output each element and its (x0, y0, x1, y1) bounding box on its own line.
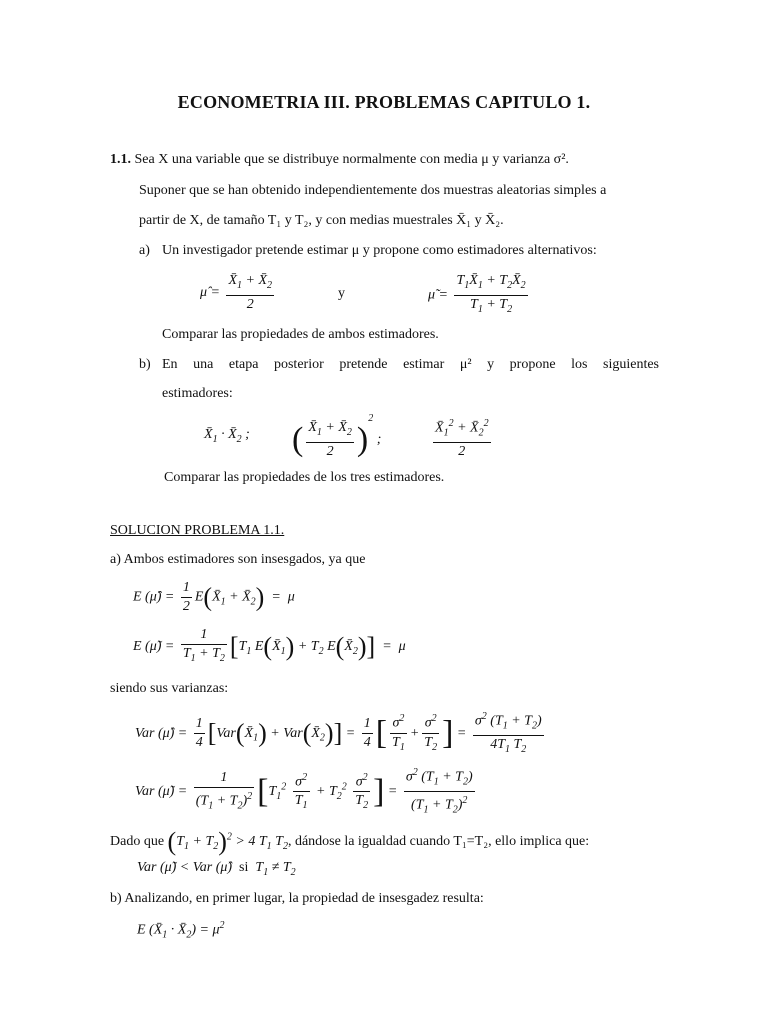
eq-var-inequality: Var (μ̃) < Var (μ̂) si $T_1 \ne T_2$ (137, 860, 296, 878)
estimator-mean-square: $\frac{X̄_1^2 + X̄_2^2}{2}$ (430, 415, 494, 461)
problem-line-2: Suponer que se han obtenido independientemente dos muestras aleatorias simples a (139, 183, 607, 198)
problem-number: 1.1. (110, 152, 131, 167)
part-b-compare: Comparar las propiedades de los tres estimadores. (164, 470, 445, 485)
part-a-compare: Comparar las propiedades de ambos estimadores. (162, 327, 439, 342)
part-b-text-1: En una etapa posterior pretende estimar μ² y propone los siguientes (162, 357, 659, 372)
part-a-label: a) (139, 243, 150, 258)
problem-text-1: Sea X una variable que se distribuye normalmente con media μ y varianza σ². (134, 152, 569, 167)
estimator-tilde-mu: μ̃ = $\frac{T_1X̄_1 + T_2X̄_2}{T_1 + T_2}$ (428, 273, 526, 315)
problem-line-3: partir de X, de tamaño T₁ y T₂, y con medias muestrales X̄₁ y X̄₂. (139, 213, 504, 228)
solution-dado-que: Dado que $(T_1 + T_2)^2 > 4$ $T_1$ $T_2$, dándose la igualdad cuando T₁=T₂, ello implica que: (110, 827, 590, 856)
solution-a-intro: a) Ambos estimadores son insesgados, ya que (110, 552, 366, 567)
solution-b-intro: b) Analizando, en primer lugar, la propiedad de insesgadez resulta: (110, 891, 484, 906)
estimator-hat-mu: μ̂ = $\frac{X̄_1 + X̄_2}{2}$ (200, 273, 273, 312)
part-b-label: b) (139, 357, 151, 372)
part-a-text: Un investigador pretende estimar μ y propone como estimadores alternativos: (162, 243, 597, 258)
part-a-conjunction: y (338, 286, 345, 301)
solution-heading: SOLUCION PROBLEMA 1.1. (110, 523, 285, 538)
solution-varianzas: siendo sus varianzas: (110, 681, 229, 696)
eq-var-hat: Var (μ̂) = $\frac{1}{4}$ [$Var(X̄_1)$ + $Var(X̄_2)$] = $\frac{1}{4}$ [ $\frac{\sigma^2}{T_1}$ + $\frac{\sigma^2}{T_2}$ ] = $\frac{\sigma^2 (T_1 + T_2)}{4T_1 T_2}$ (135, 708, 547, 759)
eq-expect-hat: E (μ̂) = $\frac{1}{2}$ $E(X̄_1$ + $X̄_2) = \mu$ (133, 580, 295, 614)
dado-que-pre: Dado que (110, 834, 165, 850)
eq-expect-tilde: E (μ̃) = $\frac{1}{T_1 + T_2}$ [$T_1$ $E(X̄_1) + T_2$ $E(X̄_2)] = \mu$ (133, 627, 406, 664)
eq-expect-product: E ($X̄_1$ · $X̄_2) = \mu^2$ (137, 920, 225, 941)
estimator-product: $X̄_1$ · $X̄_2$ ; (204, 427, 250, 445)
dado-que-post: , dándose la igualdad cuando T₁=T₂, ello implica que: (287, 834, 590, 850)
part-b-text-2: estimadores: (162, 386, 233, 401)
page-title: ECONOMETRIA III. PROBLEMAS CAPITULO 1. (177, 92, 591, 112)
problem-line-1 (110, 152, 569, 168)
eq-var-tilde: Var (μ̃) = $\frac{1}{(T_1 + T_2)^2}$ [$T_1^2$ $\frac{\sigma^2}{T_1}$ + $T_2^2$ $\frac{\sigma^2}{T_2}$ ] = $\frac{\sigma^2 (T_1 + T_2)}{(T_1 + T_2)^2}$ (135, 764, 478, 820)
estimator-square-mean: ( $\frac{X̄_1 + X̄_2}{2}$ )$^2$ ; (292, 413, 382, 459)
